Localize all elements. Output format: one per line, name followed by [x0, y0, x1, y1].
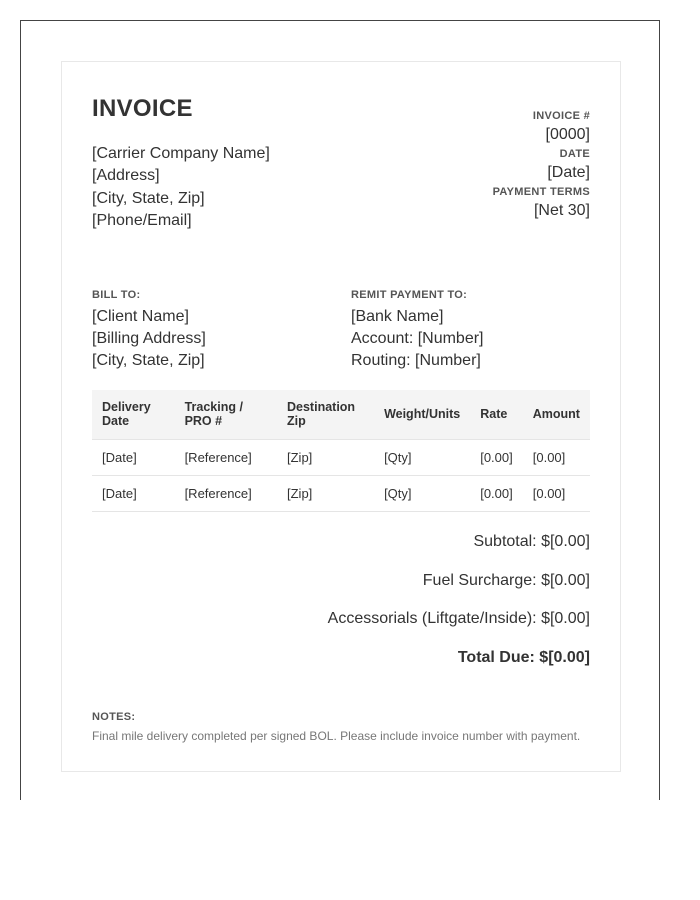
- routing-number: Routing: [Number]: [351, 352, 481, 369]
- cell-tracking: [Reference]: [175, 440, 277, 476]
- invoice-number: [0000]: [545, 126, 590, 143]
- client-name: [Client Name]: [92, 308, 189, 325]
- fuel-surcharge: Fuel Surcharge: $[0.00]: [422, 571, 590, 589]
- cell-destination-zip: [Zip]: [277, 476, 374, 512]
- cell-delivery-date: [Date]: [92, 440, 175, 476]
- cell-weight-units: [Qty]: [374, 440, 470, 476]
- notes-section: [92, 710, 580, 744]
- carrier-city-state-zip: [City, State, Zip]: [92, 189, 205, 207]
- carrier-name: [Carrier Company Name]: [92, 145, 270, 162]
- carrier-contact: [Phone/Email]: [92, 211, 192, 229]
- subtotal: Subtotal: $[0.00]: [473, 533, 590, 550]
- invoice-title: INVOICE: [92, 95, 193, 122]
- invoice-date: [Date]: [547, 164, 590, 181]
- col-weight-units: Weight/Units: [374, 390, 470, 440]
- billing-city-state-zip: [City, State, Zip]: [92, 352, 205, 369]
- totals-section: [328, 532, 590, 686]
- table-row: [92, 476, 590, 512]
- invoice-meta: [493, 109, 590, 223]
- invoice-document: [61, 61, 621, 772]
- cell-rate: [0.00]: [470, 476, 523, 512]
- col-rate: Rate: [470, 390, 523, 440]
- col-delivery-date: Delivery Date: [92, 390, 175, 440]
- cell-amount: [0.00]: [523, 440, 590, 476]
- line-items-table: [92, 390, 590, 512]
- cell-amount: [0.00]: [523, 476, 590, 512]
- col-amount: Amount: [523, 390, 590, 440]
- carrier-address: [Address]: [92, 167, 160, 185]
- remit-payment-section: [351, 288, 484, 372]
- notes-text: Final mile delivery completed per signed BOL. Please include invoice number with payment.: [92, 729, 581, 743]
- carrier-info: [92, 143, 270, 232]
- payment-terms-label: PAYMENT TERMS: [492, 186, 590, 198]
- payment-terms: [Net 30]: [533, 202, 590, 219]
- cell-delivery-date: [Date]: [92, 476, 175, 512]
- bank-name: [Bank Name]: [351, 308, 444, 325]
- date-label: DATE: [559, 148, 590, 160]
- cell-rate: [0.00]: [470, 440, 523, 476]
- notes-label: NOTES:: [92, 711, 136, 723]
- cell-weight-units: [Qty]: [374, 476, 470, 512]
- table-row: [92, 440, 590, 476]
- col-tracking-pro: Tracking / PRO #: [175, 390, 277, 440]
- total-due: Total Due: $[0.00]: [457, 648, 590, 666]
- bill-to-label: BILL TO:: [92, 289, 141, 301]
- cell-tracking: [Reference]: [175, 476, 277, 512]
- col-destination-zip: Destination Zip: [277, 390, 374, 440]
- account-number: Account: [Number]: [351, 330, 484, 347]
- remit-payment-label: REMIT PAYMENT TO:: [351, 289, 468, 301]
- invoice-number-label: INVOICE #: [532, 110, 590, 122]
- table-header-row: [92, 390, 590, 440]
- bill-to-section: [92, 288, 206, 372]
- cell-destination-zip: [Zip]: [277, 440, 374, 476]
- accessorials: Accessorials (Liftgate/Inside): $[0.00]: [327, 610, 590, 627]
- billing-address: [Billing Address]: [92, 330, 206, 347]
